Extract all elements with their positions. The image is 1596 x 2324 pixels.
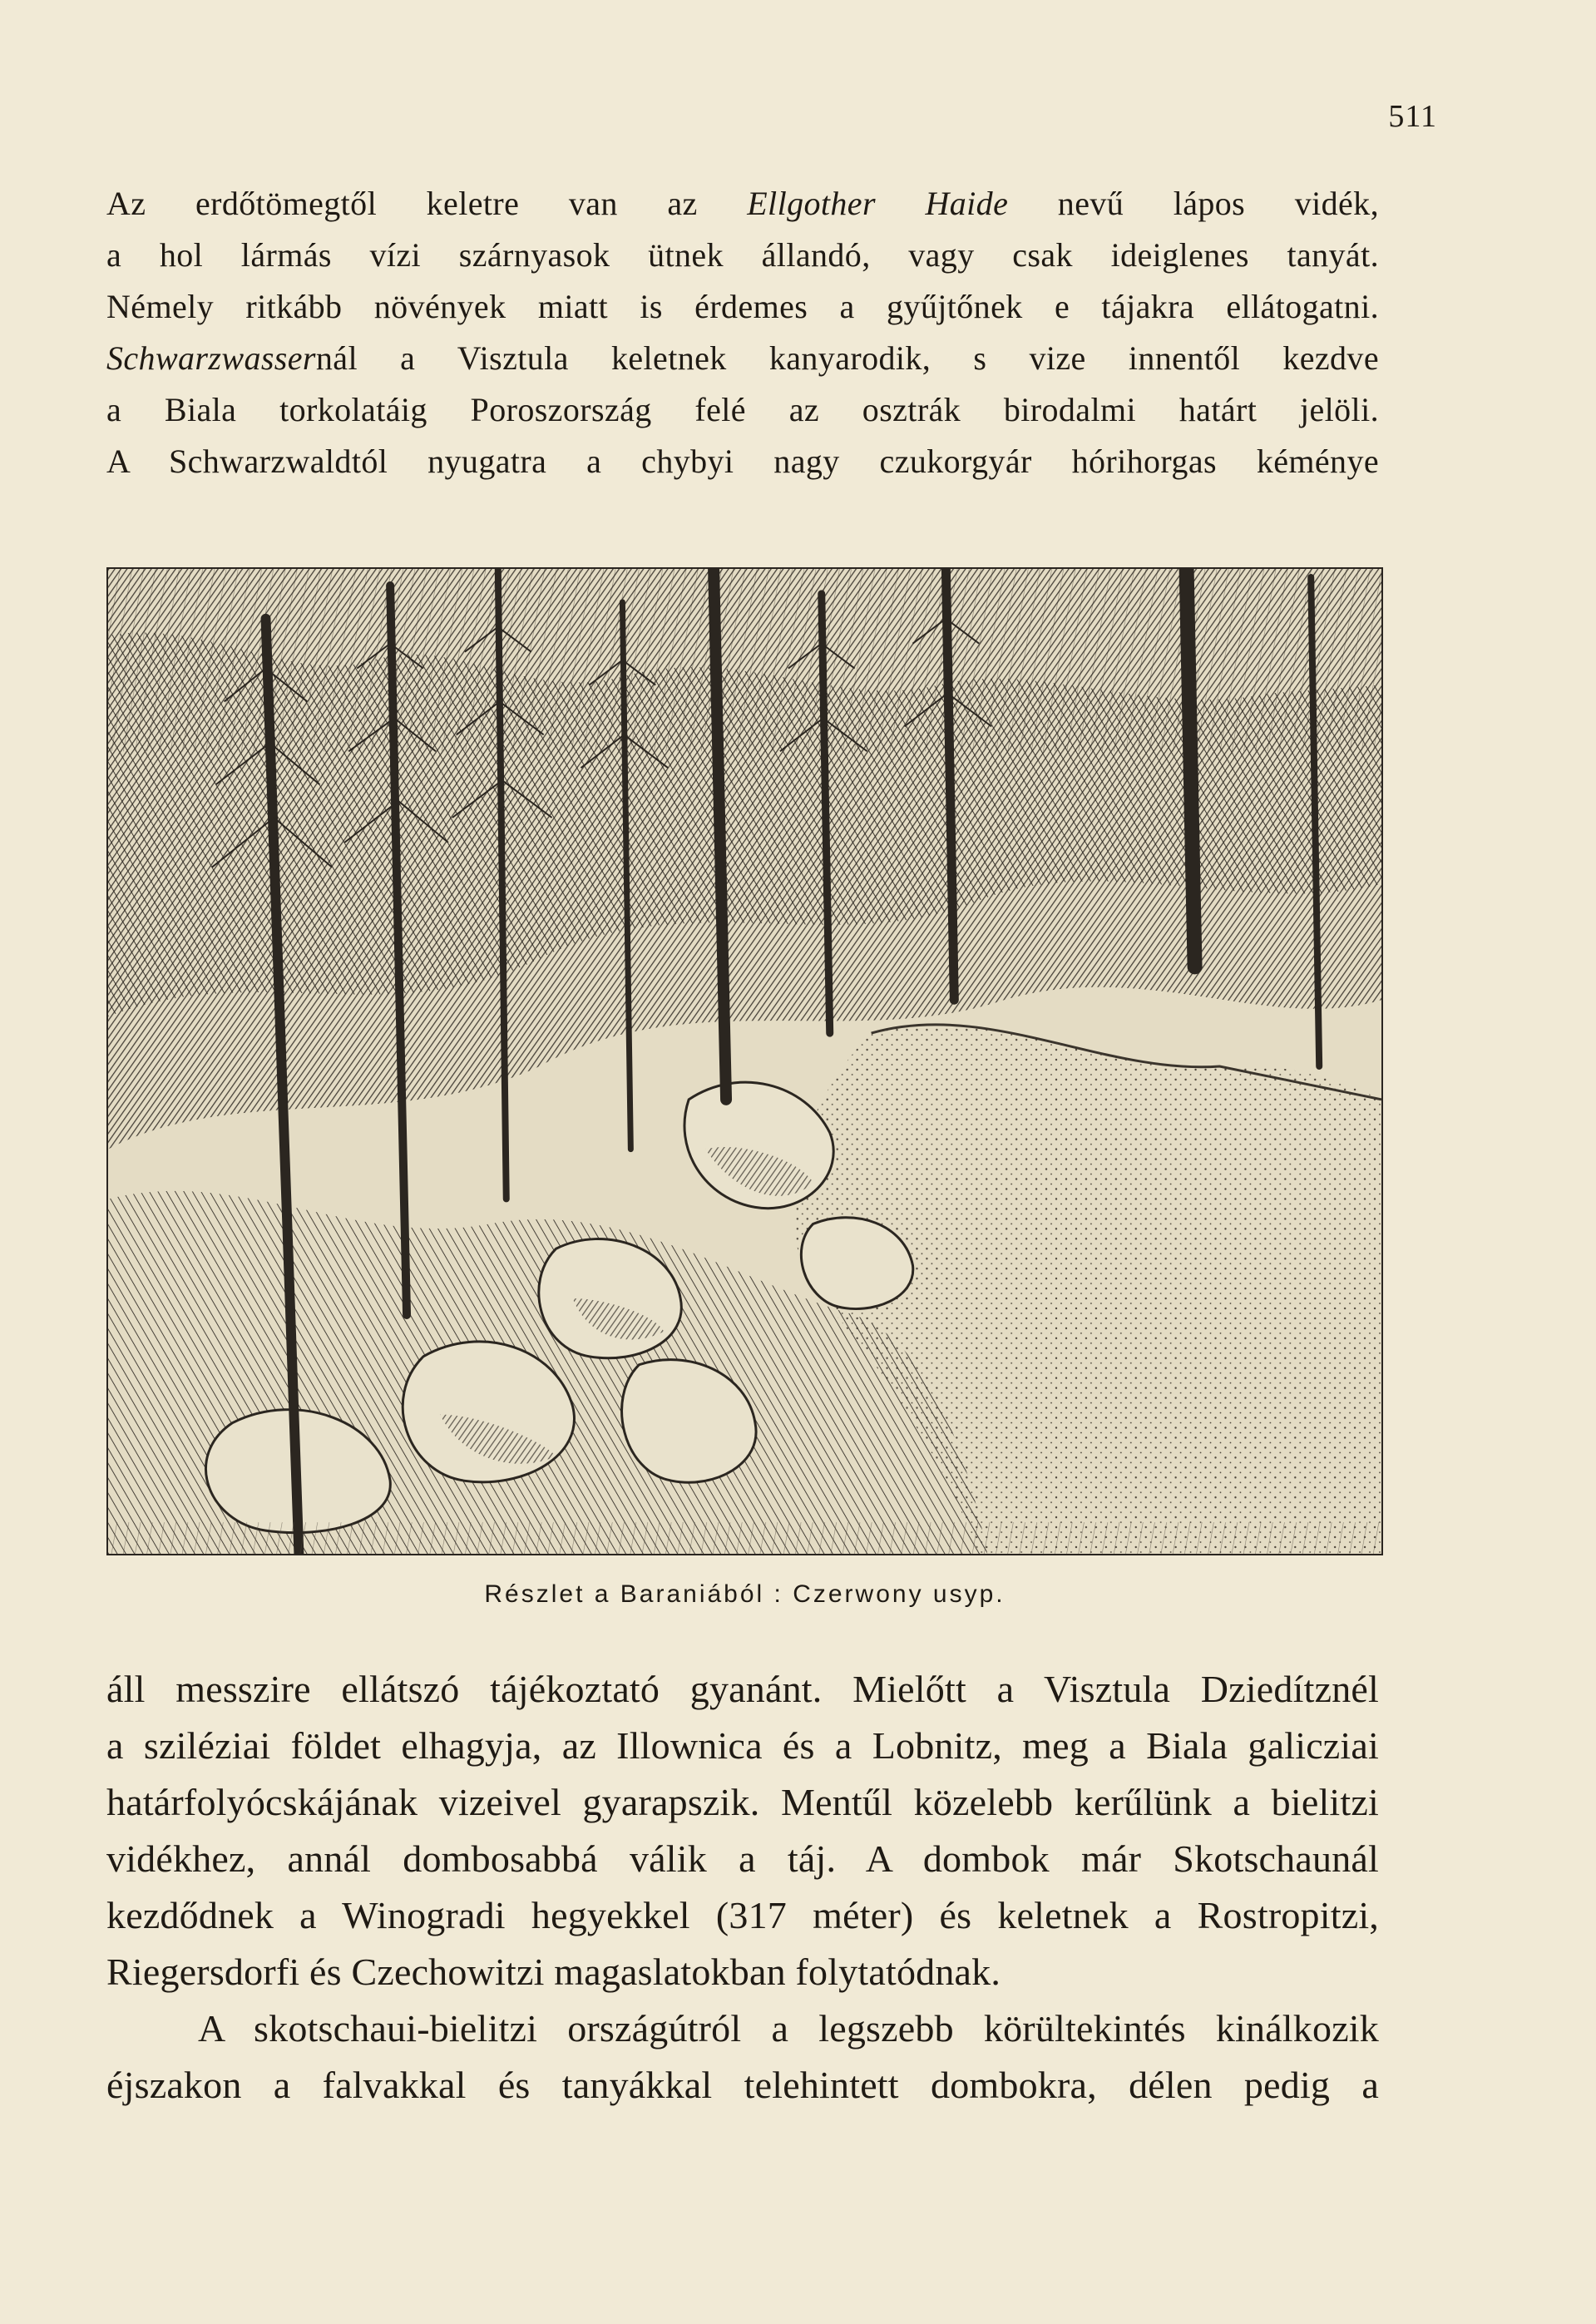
forest-path-engraving (106, 567, 1383, 1555)
text-line: vidékhez, annál dombosabbá válik a táj. A dombok már Skotschaunál (106, 1837, 1379, 1880)
text-line: Némely ritkább növények miatt is érdemes a gyűjtőnek e tájakra ellátogatni. (106, 288, 1379, 325)
text-line: a sziléziai földet elhagyja, az Illownica és a Lobnitz, meg a Biala galicziai (106, 1724, 1379, 1767)
text-line: határfolyócskájának vizeivel gyarapszik. Mentűl közelebb kerűlünk a bielitzi (106, 1781, 1379, 1823)
page-number: 511 (1388, 99, 1437, 134)
text-line: a Biala torkolatáig Poroszország felé az osztrák birodalmi határt jelöli. (106, 391, 1379, 428)
text-line: éjszakon a falvakkal és tanyákkal telehintett dombokra, délen pedig a (106, 2064, 1379, 2106)
figure-caption: Részlet a Baraniából : Czerwony usyp. (484, 1580, 1006, 1608)
text-line: kezdődnek a Winogradi hegyekkel (317 méter) és keletnek a Rostropitzi, (106, 1894, 1379, 1936)
text-line: Schwarzwassernál a Visztula keletnek kanyarodik, s vize innentől kezdve (106, 339, 1379, 377)
text-line: a hol lármás vízi szárnyasok ütnek állandó, vagy csak ideiglenes tanyát. (106, 236, 1379, 274)
text-line: A skotschaui-bielitzi országútról a legszebb körültekintés kinálkozik (198, 2007, 1379, 2050)
engraving-illustration (108, 569, 1381, 1554)
text-line: Riegersdorfi és Czechowitzi magaslatokban folytatódnak. (106, 1951, 1001, 1993)
text-line: Az erdőtömegtől keletre van az Ellgother Haide nevű lápos vidék, (106, 185, 1379, 222)
text-line: A Schwarzwaldtól nyugatra a chybyi nagy czukorgyár hórihorgas kéménye (106, 443, 1379, 480)
text-line: áll messzire ellátszó tájékoztató gyanánt. Mielőtt a Visztula Dziedítznél (106, 1668, 1379, 1710)
